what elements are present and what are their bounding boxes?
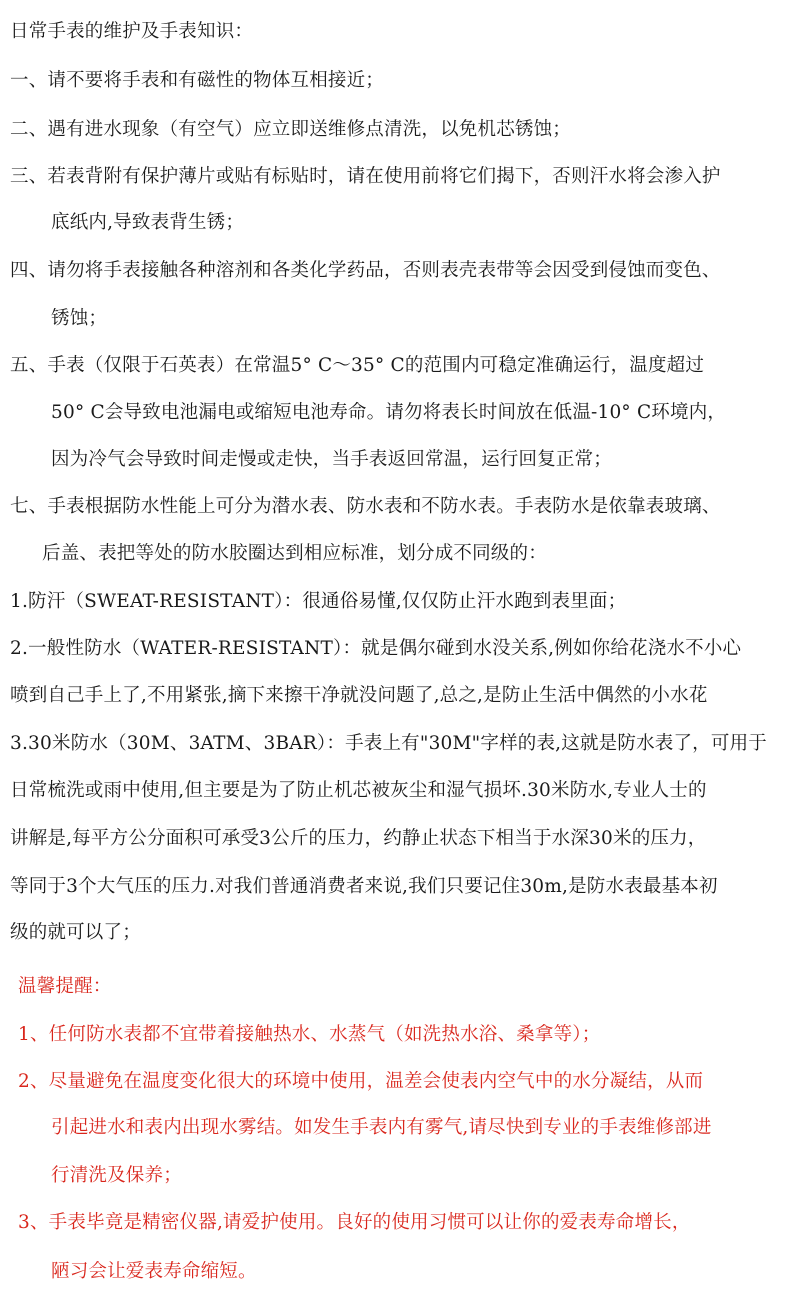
item-5-line-1: 五、手表（仅限于石英表）在常温5° C～35° C的范围内可稳定准确运行，温度超过: [10, 355, 705, 376]
item-3-line-2: 底纸内,导致表背生锈；: [51, 212, 245, 233]
reminder-3-line-2: 陋习会让爱表寿命缩短。: [51, 1261, 257, 1282]
level-2-line-2: 喷到自己手上了,不用紧张,摘下来擦干净就没问题了,总之,是防止生活中偶然的小水花: [10, 685, 708, 706]
item-1: 一、请不要将手表和有磁性的物体互相接近；: [10, 70, 385, 91]
item-3-line-1: 三、若表背附有保护薄片或贴有标贴时，请在使用前将它们揭下，否则汗水将会渗入护: [10, 166, 721, 187]
reminder-2-line-2: 引起进水和表内出现水雾结。如发生手表内有雾气,请尽快到专业的手表维修部进: [51, 1117, 712, 1138]
heading: 日常手表的维护及手表知识：: [10, 21, 254, 42]
item-7-line-1: 七、手表根据防水性能上可分为潜水表、防水表和不防水表。手表防水是依靠表玻璃、: [10, 496, 721, 517]
reminder-2-line-1: 2、尽量避免在温度变化很大的环境中使用，温差会使表内空气中的水分凝结，从而: [18, 1071, 704, 1092]
level-3-line-4: 等同于3个大气压的压力.对我们普通消费者来说,我们只要记住30m,是防水表最基本初: [10, 876, 718, 897]
reminder-title: 温馨提醒：: [18, 976, 112, 997]
item-4-line-1: 四、请勿将手表接触各种溶剂和各类化学药品，否则表壳表带等会因受到侵蚀而变色、: [10, 260, 721, 281]
item-2: 二、遇有进水现象（有空气）应立即送维修点清洗，以免机芯锈蚀；: [10, 119, 572, 140]
level-3-line-1: 3.30米防水（30M、3ATM、3BAR）：手表上有"30M"字样的表,这就是防水表了，可用于: [10, 733, 767, 754]
item-5-line-2: 50° C会导致电池漏电或缩短电池寿命。请勿将表长时间放在低温-10° C环境内，: [51, 402, 727, 423]
reminder-3-line-1: 3、手表毕竟是精密仪器,请爱护使用。良好的使用习惯可以让你的爱表寿命增长，: [18, 1212, 691, 1233]
level-2-line-1: 2.一般性防水（WATER-RESISTANT）：就是偶尔碰到水没关系,例如你给花浇水不小心: [10, 638, 742, 659]
level-3-line-2: 日常梳洗或雨中使用,但主要是为了防止机芯被灰尘和湿气损坏.30米防水,专业人士的: [10, 780, 707, 801]
item-7-line-2: 后盖、表把等处的防水胶圈达到相应标准，划分成不同级的：: [42, 543, 547, 564]
item-4-line-2: 锈蚀；: [51, 308, 108, 329]
reminder-1: 1、任何防水表都不宜带着接触热水、水蒸气（如洗热水浴、桑拿等）；: [18, 1024, 601, 1045]
item-5-line-3: 因为冷气会导致时间走慢或走快，当手表返回常温，运行回复正常；: [51, 449, 613, 470]
level-1: 1.防汗（SWEAT-RESISTANT）：很通俗易懂,仅仅防止汗水跑到表里面；: [10, 591, 627, 612]
reminder-2-line-3: 行清洗及保养；: [51, 1165, 182, 1186]
level-3-line-5: 级的就可以了；: [10, 922, 141, 943]
level-3-line-3: 讲解是,每平方公分面积可承受3公斤的压力，约静止状态下相当于水深30米的压力，: [10, 828, 707, 849]
